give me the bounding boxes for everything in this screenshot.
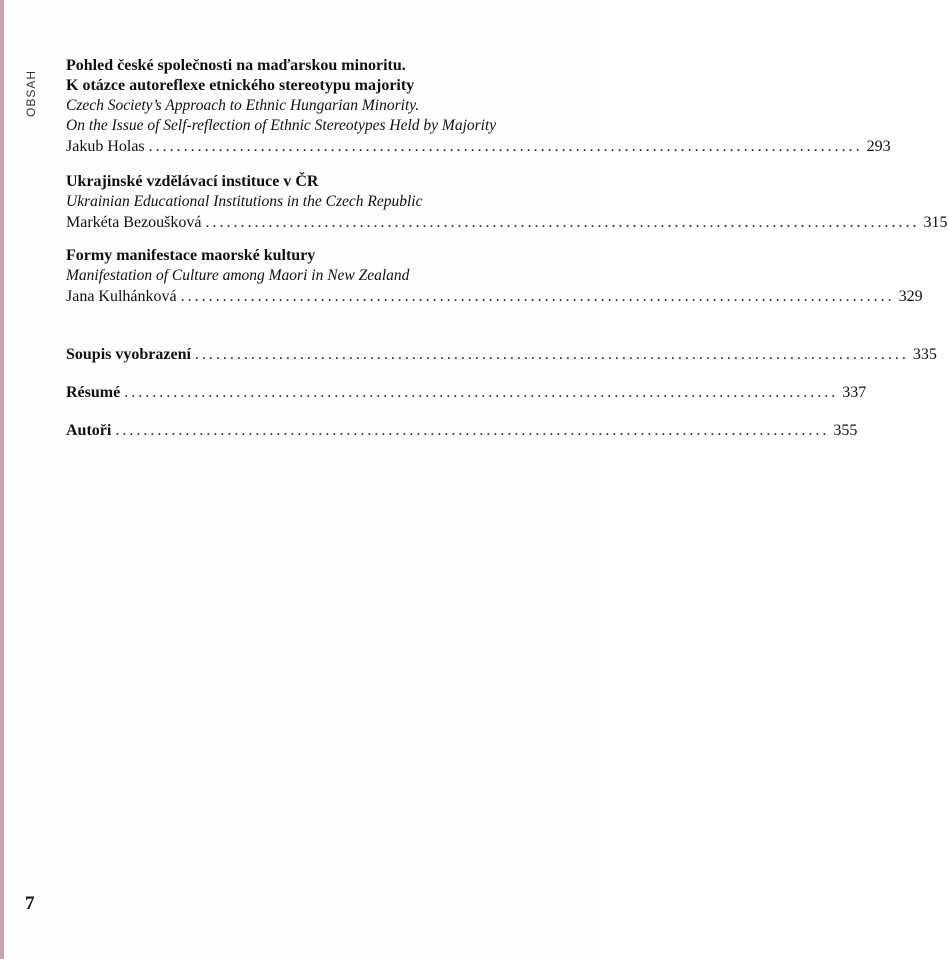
toc-section-line bbox=[66, 382, 867, 404]
entry-subtitle-line: Czech Society’s Approach to Ethnic Hungarian Minority. bbox=[66, 97, 420, 114]
entry-title-line: K otázce autoreflexe etnického stereotypu majority bbox=[66, 77, 415, 94]
entry-subtitle-line: Manifestation of Culture among Maori in New Zealand bbox=[66, 267, 410, 284]
table-of-contents bbox=[66, 56, 948, 442]
dot-leader: ...................................................................................................... bbox=[180, 288, 895, 305]
dot-leader: ...................................................................................................... bbox=[148, 138, 863, 155]
section-page-number: 337 bbox=[842, 384, 867, 401]
dot-leader: ...................................................................................................... bbox=[115, 422, 830, 439]
section-label: Résumé bbox=[66, 384, 121, 401]
entry-title-line: Ukrajinské vzdělávací instituce v ČR bbox=[66, 173, 319, 190]
entry-title-line: Pohled české společnosti na maďarskou minoritu. bbox=[66, 57, 406, 74]
entry-author-line bbox=[66, 136, 891, 158]
toc-section-line bbox=[66, 420, 858, 442]
entry-subtitle-line: Ukrainian Educational Institutions in the Czech Republic bbox=[66, 193, 423, 210]
entry-author-line bbox=[66, 212, 948, 234]
entry-page-number: 315 bbox=[923, 214, 948, 231]
entry-title-line: Formy manifestace maorské kultury bbox=[66, 247, 316, 264]
entry-author-line bbox=[66, 286, 923, 308]
toc-section-line bbox=[66, 344, 937, 366]
toc-entry-3 bbox=[66, 246, 923, 308]
section-page-number: 355 bbox=[833, 422, 858, 439]
entry-page-number: 293 bbox=[866, 138, 891, 155]
section-page-number: 335 bbox=[912, 346, 937, 363]
dot-leader: ...................................................................................................... bbox=[124, 384, 839, 401]
entry-subtitle-line: On the Issue of Self-reflection of Ethnic Stereotypes Held by Majority bbox=[66, 117, 497, 134]
section-side-label: OBSAH bbox=[24, 69, 38, 117]
entry-author: Markéta Bezoušková bbox=[66, 214, 202, 231]
section-label: Soupis vyobrazení bbox=[66, 346, 191, 363]
dot-leader: ...................................................................................................... bbox=[205, 214, 920, 231]
folio-page-number: 7 bbox=[25, 893, 35, 914]
toc-entry-1 bbox=[66, 56, 891, 158]
entry-page-number: 329 bbox=[898, 288, 923, 305]
entry-author: Jakub Holas bbox=[66, 138, 145, 155]
dot-leader: ...................................................................................................... bbox=[194, 346, 909, 363]
section-label: Autoři bbox=[66, 422, 112, 439]
entry-author: Jana Kulhánková bbox=[66, 288, 177, 305]
toc-entry-2 bbox=[66, 172, 948, 234]
page-edge bbox=[0, 0, 4, 959]
